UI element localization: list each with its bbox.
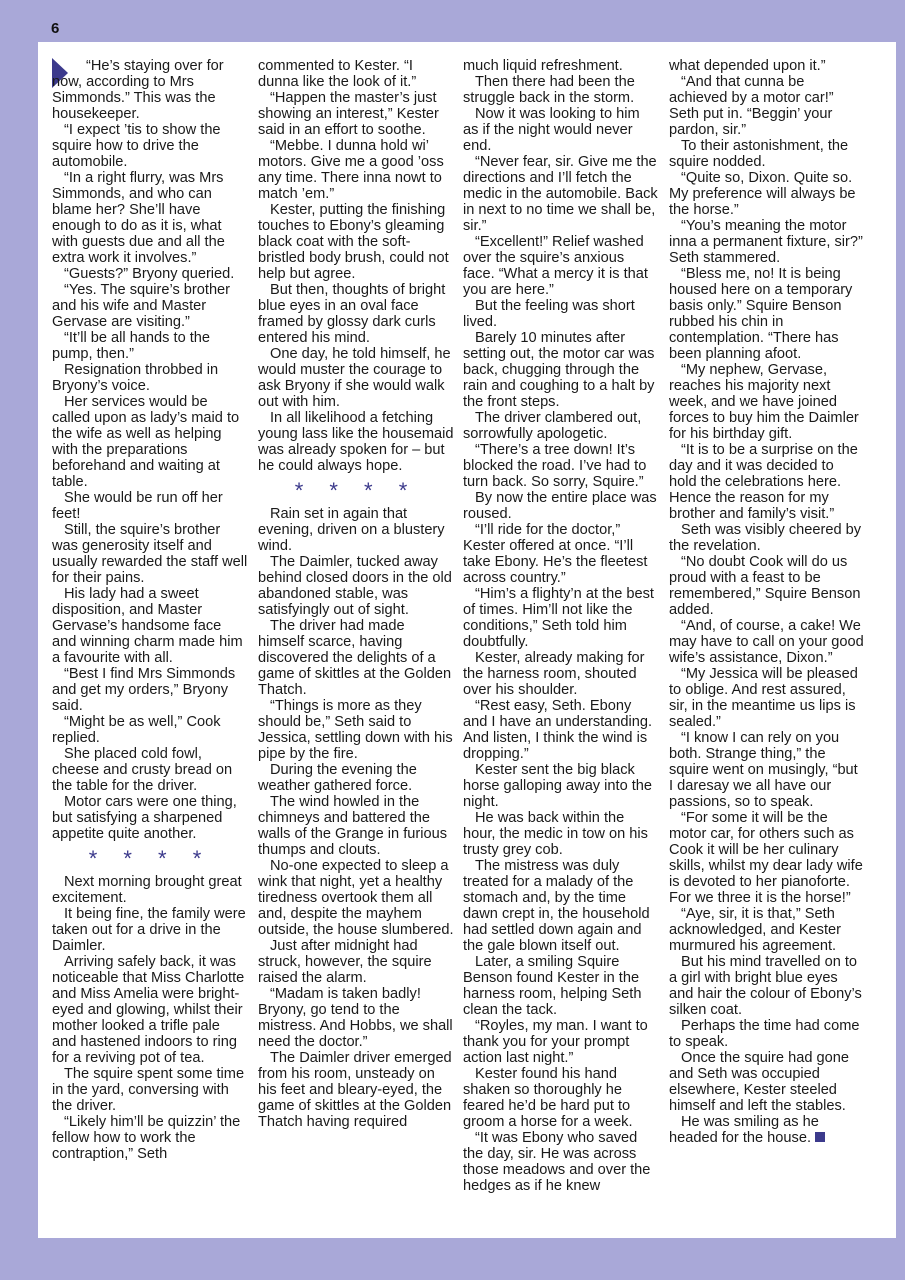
paragraph: “No doubt Cook will do us proud with a feast to be remembered,” Squire Benson added. — [669, 554, 861, 618]
section-separator: * * * * — [88, 846, 212, 871]
paragraph: “He’s staying over for now, according to Mrs Simmonds.” This was the housekeeper. — [52, 58, 224, 122]
paragraph: “I expect ’tis to show the squire how to drive the automobile. — [52, 122, 221, 170]
paragraph: Now it was looking to him as if the night would never end. — [463, 106, 640, 154]
paragraph: “Guests?” Bryony queried. — [64, 266, 235, 282]
paragraph: “Quite so, Dixon. Quite so. My preference will always be the horse.” — [669, 170, 856, 218]
paragraph: “Mebbe. I dunna hold wi’ motors. Give me a good ’oss any time. There inna nowt to match ’em.” — [258, 138, 444, 202]
paragraph: “Madam is taken badly! Bryony, go tend to the mistress. And Hobbs, we shall need the doctor.” — [258, 986, 453, 1050]
paragraph: “It is to be a surprise on the day and it was decided to hold the celebrations here. Hence the reason for my brother and family’s visit.” — [669, 442, 858, 522]
paragraph: She would be run off her feet! — [52, 490, 223, 522]
paragraph: “Never fear, sir. Give me the directions and I’ll fetch the medic in the automobile. Back in next to no time we shall be, sir.” — [463, 154, 658, 234]
paragraph: In all likelihood a fetching young lass like the housemaid was already spoken for – but he could always hope. — [258, 410, 454, 474]
paragraph: Resignation throbbed in Bryony’s voice. — [52, 362, 219, 394]
paragraph: Arriving safely back, it was noticeable that Miss Charlotte and Miss Amelia were bright-eyed and glowing, whilst their mother looked a trifle pale and hastened indoors to ring for a reviving pot of tea. — [52, 954, 245, 1066]
paragraph: Kester, already making for the harness room, shouted over his shoulder. — [463, 650, 645, 698]
paragraph: “And that cunna be achieved by a motor car!” Seth put in. “Beggin’ your pardon, sir.” — [669, 74, 834, 138]
paragraph: “My nephew, Gervase, reaches his majority next week, and we have joined forces to buy him the Daimler for his birthday gift. — [669, 362, 859, 442]
paragraph: Motor cars were one thing, but satisfying a sharpened appetite quite another. — [52, 794, 237, 842]
magazine-page — [38, 42, 896, 1238]
column-2-text-before — [258, 58, 454, 474]
paragraph: Then there had been the struggle back in the storm. — [463, 74, 635, 106]
paragraph: much liquid refreshment. — [463, 58, 623, 74]
paragraph: “Likely him’ll be quizzin’ the fellow how to work the contraption,” Seth — [52, 1114, 241, 1162]
column-3-text — [463, 58, 659, 1194]
paragraph: “I’ll ride for the doctor,” Kester offered at once. “I’ll take Ebony. He’s the fleetest across country.” — [463, 522, 648, 586]
paragraph: The driver had made himself scarce, having discovered the delights of a game of skittles at the Golden Thatch. — [258, 618, 452, 698]
paragraph: His lady had a sweet disposition, and Master Gervase’s handsome face and winning charm made him a favourite with all. — [52, 586, 243, 666]
paragraph: “I know I can rely on you both. Strange thing,” the squire went on musingly, “but I daresay we all have our passions, so to speak. — [669, 730, 858, 810]
paragraph: “Royles, my man. I want to thank you for your prompt action last night.” — [463, 1018, 648, 1066]
paragraph: It being fine, the family were taken out for a drive in the Daimler. — [52, 906, 246, 954]
paragraph: “And, of course, a cake! We may have to call on your good wife’s assistance, Dixon.” — [669, 618, 864, 666]
paragraph: Kester sent the big black horse galloping away into the night. — [463, 762, 653, 810]
column-1-text-before — [52, 58, 248, 842]
paragraph: The mistress was duly treated for a malady of the stomach and, by the time dawn crept in, the household had settled down again and the gale blown itself out. — [463, 858, 650, 954]
paragraph: Later, a smiling Squire Benson found Kester in the harness room, helping Seth clean the tack. — [463, 954, 642, 1018]
page-number: 6 — [51, 20, 60, 37]
column-2-text-after — [258, 506, 454, 1130]
paragraph: One day, he told himself, he would muster the courage to ask Bryony if she would walk out with him. — [258, 346, 451, 410]
paragraph: “Bless me, no! It is being housed here on a temporary basis only.” Squire Benson rubbed his chin in contemplation. “There has been planning afoot. — [669, 266, 853, 362]
paragraph: But the feeling was short lived. — [463, 298, 635, 330]
paragraph: He was back within the hour, the medic in tow on his trusty grey cob. — [463, 810, 648, 858]
end-of-story-icon — [815, 1132, 825, 1142]
paragraph: Next morning brought great excitement. — [52, 874, 242, 906]
paragraph: “You’s meaning the motor inna a permanent fixture, sir?” Seth stammered. — [669, 218, 863, 266]
paragraph: The squire spent some time in the yard, conversing with the driver. — [52, 1066, 245, 1114]
paragraph: By now the entire place was roused. — [463, 490, 657, 522]
paragraph: “It was Ebony who saved the day, sir. He was across those meadows and over the hedges as if he knew — [463, 1130, 651, 1194]
paragraph: “Aye, sir, it is that,” Seth acknowledged, and Kester murmured his agreement. — [669, 906, 841, 954]
column-3 — [463, 58, 659, 1194]
paragraph: Once the squire had gone and Seth was occupied elsewhere, Kester steeled himself and left the stables. — [669, 1050, 849, 1114]
paragraph: Still, the squire’s brother was generosity itself and usually rewarded the staff well for their pains. — [52, 522, 248, 586]
paragraph: Kester, putting the finishing touches to Ebony’s gleaming black coat with the soft-bristled body brush, could not help but agree. — [258, 202, 449, 282]
paragraph: She placed cold fowl, cheese and crusty bread on the table for the driver. — [52, 746, 233, 794]
paragraph: “Yes. The squire’s brother and his wife and Master Gervase are visiting.” — [52, 282, 231, 330]
column-1-text-after — [52, 874, 248, 1162]
paragraph: No-one expected to sleep a wink that night, yet a healthy tiredness overtook them all and, despite the mayhem outside, the house slumbered. — [258, 858, 454, 938]
paragraph: Rain set in again that evening, driven on a blustery wind. — [258, 506, 445, 554]
paragraph: “Happen the master’s just showing an interest,” Kester said in an effort to soothe. — [258, 90, 439, 138]
paragraph: The wind howled in the chimneys and battered the walls of the Grange in furious thumps and clouts. — [258, 794, 448, 858]
paragraph: Barely 10 minutes after setting out, the motor car was back, chugging through the rain and coughing to a halt by the front steps. — [463, 330, 655, 410]
column-4 — [669, 58, 865, 1146]
paragraph: But then, thoughts of bright blue eyes in an oval face framed by glossy dark curls entered his mind. — [258, 282, 446, 346]
paragraph: “There’s a tree down! It’s blocked the road. I’ve had to turn back. So sorry, Squire.” — [463, 442, 647, 490]
paragraph: “Him’s a flighty’n at the best of times. Him’ll not like the conditions,” Seth told him doubtfully. — [463, 586, 654, 650]
column-4-text — [669, 58, 865, 1146]
paragraph: “My Jessica will be pleased to oblige. And rest assured, sir, in the meantime us lips is sealed.” — [669, 666, 858, 730]
paragraph: “Excellent!” Relief washed over the squire’s anxious face. “What a mercy it is that you are here.” — [463, 234, 648, 298]
paragraph: “Things is more as they should be,” Seth said to Jessica, settling down with his pipe by the fire. — [258, 698, 453, 762]
section-separator: * * * * — [294, 478, 418, 503]
paragraph: commented to Kester. “I dunna like the look of it.” — [258, 58, 417, 90]
paragraph: To their astonishment, the squire nodded. — [669, 138, 849, 170]
paragraph: He was smiling as he headed for the house. — [669, 1114, 865, 1146]
paragraph: Seth was visibly cheered by the revelation. — [669, 522, 862, 554]
paragraph: Perhaps the time had come to speak. — [669, 1018, 860, 1050]
column-2 — [258, 58, 454, 1130]
paragraph: “For some it will be the motor car, for others such as Cook it will be her culinary skills, whilst my dear lady wife is devoted to her pianoforte. For we three it is the horse!” — [669, 810, 863, 906]
paragraph: The Daimler driver emerged from his room, unsteady on his feet and bleary-eyed, the game of skittles at the Golden Thatch having required — [258, 1050, 452, 1130]
paragraph: Her services would be called upon as lady’s maid to the wife as well as helping with the preparations beforehand and waiting at table. — [52, 394, 240, 490]
paragraph: “Might be as well,” Cook replied. — [52, 714, 221, 746]
paragraph: But his mind travelled on to a girl with bright blue eyes and hair the colour of Ebony’s silken coat. — [669, 954, 862, 1018]
paragraph: “It’ll be all hands to the pump, then.” — [52, 330, 211, 362]
column-1 — [52, 58, 248, 1162]
paragraph: “Rest easy, Seth. Ebony and I have an understanding. And listen, I think the wind is dropping.” — [463, 698, 653, 762]
paragraph: The Daimler, tucked away behind closed doors in the old abandoned stable, was satisfyingly out of sight. — [258, 554, 452, 618]
paragraph: what depended upon it.” — [669, 58, 826, 74]
paragraph: Just after midnight had struck, however, the squire raised the alarm. — [258, 938, 432, 986]
paragraph: Kester found his hand shaken so thoroughly he feared he’d be hard put to groom a horse for a week. — [463, 1066, 633, 1130]
paragraph: “In a right flurry, was Mrs Simmonds, and who can blame her? She’ll have enough to do as it is, what with guests due and all the extra work it involves.” — [52, 170, 225, 266]
paragraph: The driver clambered out, sorrowfully apologetic. — [463, 410, 642, 442]
paragraph: “Best I find Mrs Simmonds and get my orders,” Bryony said. — [52, 666, 236, 714]
paragraph: During the evening the weather gathered force. — [258, 762, 417, 794]
